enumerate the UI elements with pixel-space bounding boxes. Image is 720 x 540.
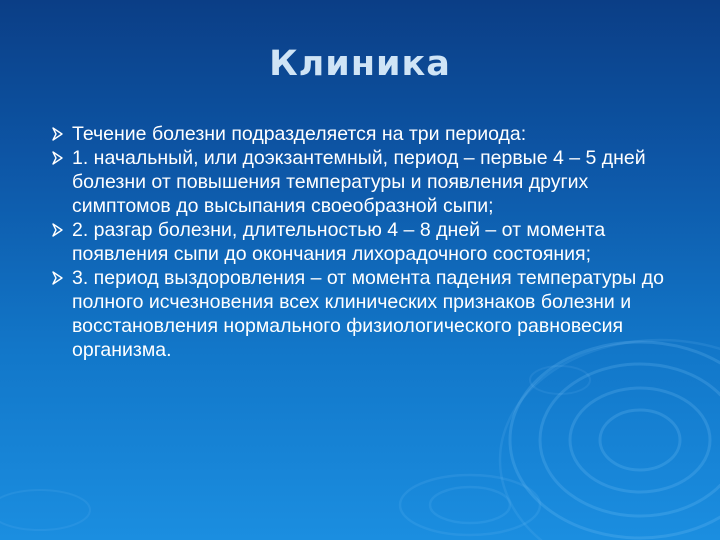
bullet-text: 2. разгар болезни, длительностью 4 – 8 дней – от момента появления сыпи до окончания лихорадочного состояния;: [72, 219, 606, 265]
slide-title: Клиника: [269, 44, 451, 84]
bullet-text: Течение болезни подразделяется на три периода:: [72, 123, 527, 145]
arrowhead-bullet-icon: [52, 151, 63, 165]
bullet-list: [52, 122, 692, 362]
bullet-text: 1. начальный, или доэкзантемный, период – первые 4 – 5 дней болезни от повышения температуры и появления других симптомов до высыпания своеобразной сыпи;: [72, 147, 646, 217]
bullet-item: [52, 218, 692, 266]
bullet-text: 3. период выздоровления – от момента падения температуры до полного исчезновения всех клинических признаков болезни и восстановления нормального физиологического равновесия организма.: [72, 267, 664, 361]
arrowhead-bullet-icon: [52, 127, 63, 141]
bullet-item: [52, 146, 692, 218]
arrowhead-bullet-icon: [52, 223, 63, 237]
bullet-item: [52, 122, 692, 146]
bullet-item: [52, 266, 692, 362]
arrowhead-bullet-icon: [52, 271, 63, 285]
